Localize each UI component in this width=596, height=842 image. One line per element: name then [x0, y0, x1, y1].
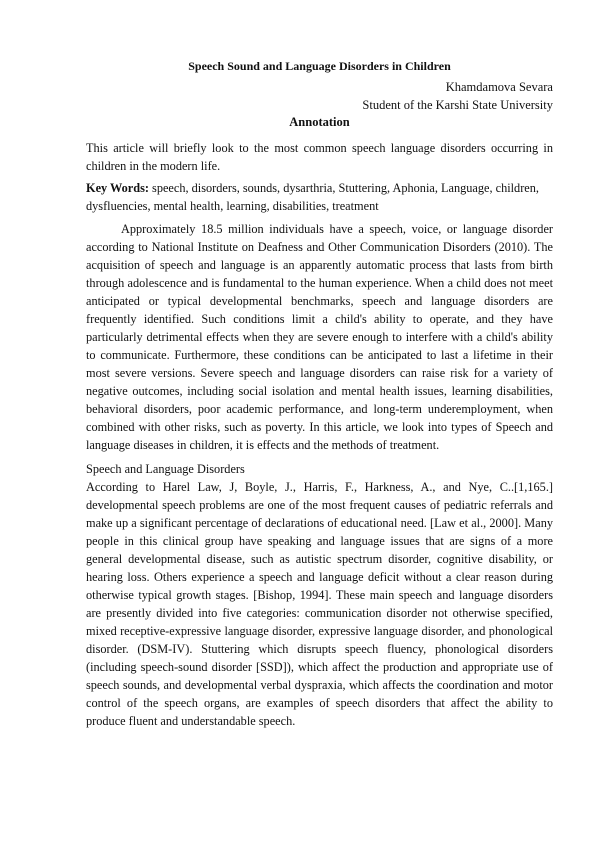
- intro-paragraph: Approximately 18.5 million individuals have a speech, voice, or language disorder according to National Institute on Deafness and Other Communication Disorders (2010). The acquisition of speech and language is an apparently automatic process that lasts from birth through adolescence and is fundamental to the human experience. When a child does not meet anticipated or typical developmental benchmarks, speech and language disorders are frequently identified. Such conditions limit a child's ability to operate, and they have particularly detrimental effects when they are severe enough to interfere with a child's ability to communicate. Furthermore, these conditions can be anticipated to last a lifetime in their most severe versions. Severe speech and language disorders can raise risk for a variety of negative outcomes, including social isolation and mental health issues, learning disabilities, behavioral disorders, poor academic performance, and long-term underemployment, when combined with other risks, such as poverty. In this article, we look into types of Speech and language diseases in children, it is effects and the methods of treatment.: [86, 222, 553, 452]
- paper-title: Speech Sound and Language Disorders in Children: [188, 59, 451, 73]
- annotation-heading: Annotation: [289, 115, 350, 129]
- document-page: [86, 58, 553, 730]
- keywords-label: Key Words:: [86, 181, 149, 195]
- section-heading: Speech and Language Disorders: [86, 462, 245, 476]
- author-affiliation: Student of the Karshi State University: [362, 98, 553, 112]
- annotation-text: This article will briefly look to the most common speech language disorders occurring in children in the modern life.: [86, 141, 553, 173]
- author-block: [86, 78, 553, 114]
- keywords: [86, 179, 553, 215]
- author-name: Khamdamova Sevara: [445, 80, 553, 94]
- keywords-text: speech, disorders, sounds, dysarthria, Stuttering, Aphonia, Language, children, dysfluencies, mental health, learning, disabilities, treatment: [86, 181, 539, 213]
- section-paragraph: According to Harel Law, J, Boyle, J., Harris, F., Harkness, A., and Nye, C..[1,165.] developmental speech problems are one of the most frequent causes of pediatric referrals and make up a significant percentage of declarations of educational need. [Law et al., 2000]. Many people in this clinical group have speaking and language issues that are signs of a more general developmental disease, such as autistic spectrum disorder, cognitive disability, or hearing loss. Others experience a speech and language deficit without a clear reason during otherwise typical growth stages. [Bishop, 1994]. These main speech and language disorders are presently divided into five categories: communication disorder not otherwise specified, mixed receptive-expressive language disorder, expressive language disorder, and phonological disorder. (DSM-IV). Stuttering which disrupts speech fluency, phonological disorders (including speech-sound disorder [SSD]), which affect the production and appropriate use of speech sounds, and developmental verbal dyspraxia, which affects the coordination and motor control of the speech organs, are examples of speech disorders that affect the ability to produce fluent and understandable speech.: [86, 480, 553, 728]
